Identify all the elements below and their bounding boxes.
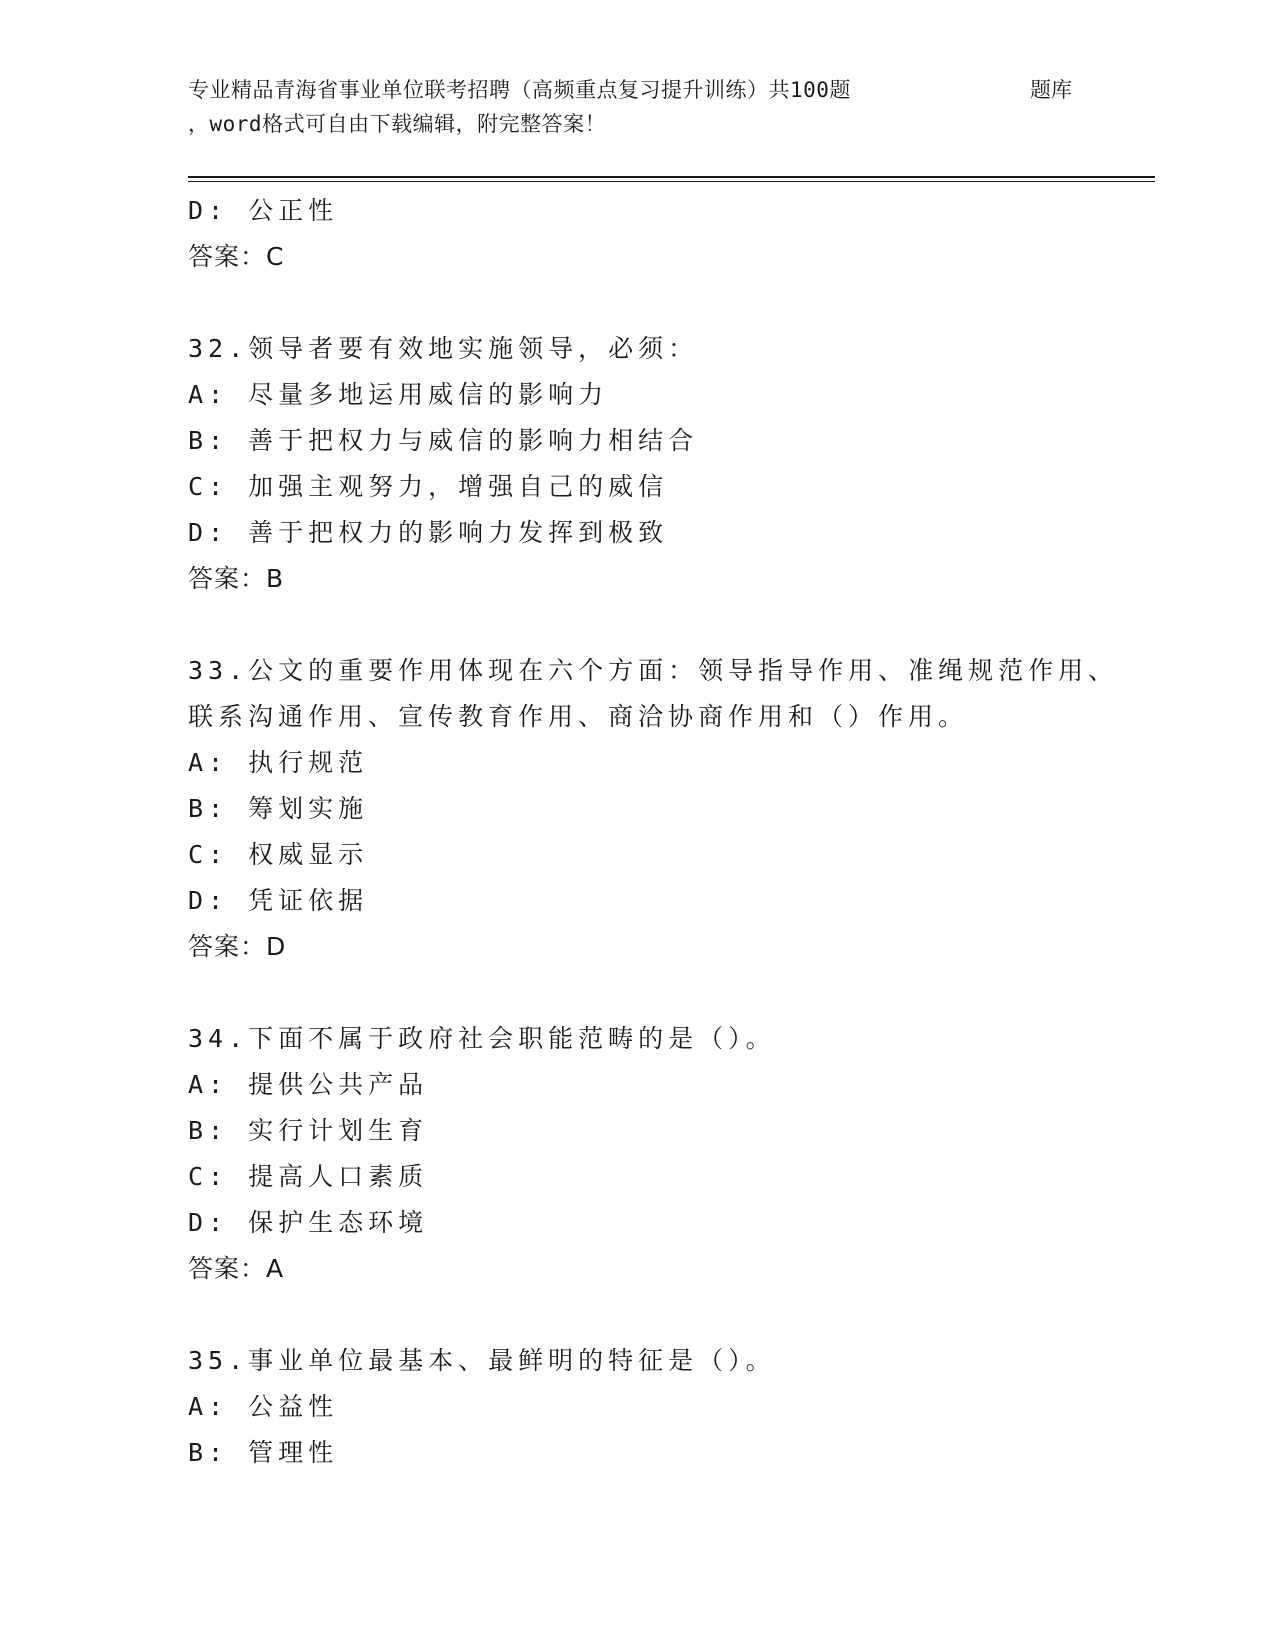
option-line: B: 实行计划生育 <box>188 1116 429 1145</box>
question-block <box>188 1016 1148 1292</box>
option-line: A: 提供公共产品 <box>188 1070 429 1099</box>
option-line: C: 加强主观努力，增强自己的威信 <box>188 472 669 501</box>
question-block <box>188 648 1148 970</box>
question-block <box>188 1338 1148 1476</box>
question-text: 32.领导者要有效地实施领导，必须： <box>188 334 699 363</box>
answer-line: 答案：B <box>188 564 285 593</box>
option-line: B: 管理性 <box>188 1438 339 1467</box>
header-rule-thin <box>188 181 1155 182</box>
option-line: D: 保护生态环境 <box>188 1208 429 1237</box>
question-text: 34.下面不属于政府社会职能范畴的是（）。 <box>188 1024 776 1053</box>
question-list <box>188 188 1148 1476</box>
option-line: D: 公正性 <box>188 196 339 225</box>
header-title-line1: 专业精品青海省事业单位联考招聘（高频重点复习提升训练）共100题 <box>188 78 851 102</box>
option-line: B: 筹划实施 <box>188 794 369 823</box>
option-line: D: 凭证依据 <box>188 886 369 915</box>
option-line: A: 公益性 <box>188 1392 339 1421</box>
block-spacer <box>188 1292 1148 1338</box>
option-line: C: 提高人口素质 <box>188 1162 429 1191</box>
question-block <box>188 188 1148 280</box>
block-spacer <box>188 970 1148 1016</box>
header-title-right: 题库 <box>1030 78 1072 102</box>
question-text: 33.公文的重要作用体现在六个方面：领导指导作用、准绳规范作用、 <box>188 656 1119 685</box>
option-line: D: 善于把权力的影响力发挥到极致 <box>188 518 669 547</box>
answer-line: 答案：A <box>188 1254 285 1283</box>
question-block <box>188 326 1148 602</box>
option-line: B: 善于把权力与威信的影响力相结合 <box>188 426 699 455</box>
block-spacer <box>188 280 1148 326</box>
answer-line: 答案：C <box>188 242 285 271</box>
header-title-line2: ，word格式可自由下载编辑，附完整答案！ <box>188 112 607 136</box>
question-text: 35.事业单位最基本、最鲜明的特征是（）。 <box>188 1346 776 1375</box>
answer-line: 答案：D <box>188 932 287 961</box>
block-spacer <box>188 602 1148 648</box>
option-line: A: 执行规范 <box>188 748 369 777</box>
option-line: A: 尽量多地运用威信的影响力 <box>188 380 609 409</box>
option-line: C: 权威显示 <box>188 840 369 869</box>
question-text: 联系沟通作用、宣传教育作用、商洽协商作用和（）作用。 <box>188 702 969 731</box>
header-rule-thick <box>188 176 1155 178</box>
page-header <box>188 72 1148 152</box>
